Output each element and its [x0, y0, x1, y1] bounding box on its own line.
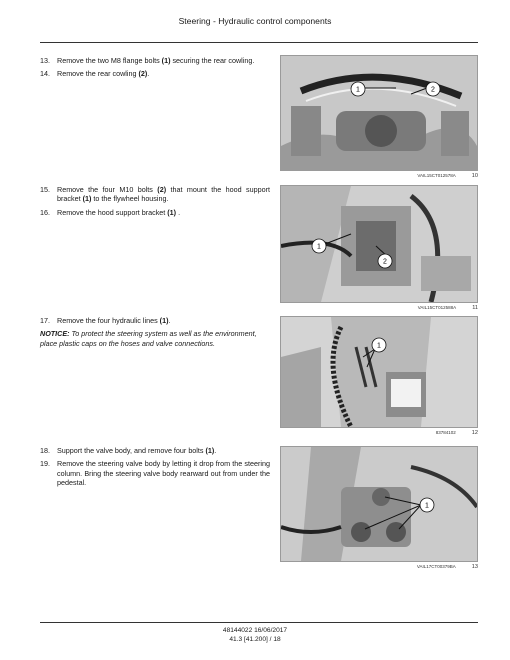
- figure-photo: [280, 316, 478, 428]
- step-text: Remove the four M10 bolts (2) that mount the hood support bracket (1) to the flywheel housing.: [57, 185, 270, 204]
- figure-caption: [280, 303, 478, 311]
- step-number: 14.: [40, 69, 50, 79]
- figure-11: [280, 185, 478, 311]
- step-text: Remove the steering valve body by letting it drop from the steering column. Bring the steering valve body rearward out from under the pedestal.: [57, 459, 270, 488]
- figure-13: [280, 446, 478, 570]
- step-number: 19.: [40, 459, 50, 469]
- step-number: 17.: [40, 316, 50, 325]
- step-text: Support the valve body, and remove four bolts (1).: [57, 446, 217, 455]
- figure-caption: [280, 562, 478, 570]
- figure-number: 13: [471, 564, 478, 570]
- callout-1: 1: [356, 86, 360, 94]
- callout-2: 2: [383, 258, 387, 266]
- step-group-1: [40, 56, 270, 83]
- notice-text: To protect the steering system as well as the environment, place plastic caps on the hoses and valve connections.: [40, 329, 257, 348]
- callout-2: 2: [431, 86, 435, 94]
- figure-caption: [280, 428, 478, 436]
- figure-photo: [280, 55, 478, 171]
- figure-code: VAIL15CT012578A: [417, 173, 456, 178]
- page-header-title: Steering - Hydraulic control components: [178, 16, 332, 26]
- step-text: Remove the two M8 flange bolts (1) securing the rear cowling.: [57, 56, 255, 65]
- step-14: [40, 69, 270, 78]
- step-group-3: [40, 316, 270, 348]
- figure-code: VAIL17CT00379BA: [416, 564, 456, 569]
- callout-1: 1: [377, 342, 381, 350]
- header-rule: [40, 42, 478, 43]
- figure-number: 10: [471, 173, 478, 179]
- callout-1: 1: [317, 243, 321, 251]
- figure-photo: [280, 446, 478, 562]
- step-group-4: [40, 446, 270, 492]
- figure-10: [280, 55, 478, 179]
- step-text: Remove the hood support bracket (1) .: [57, 207, 181, 217]
- step-19: [40, 459, 270, 487]
- callout-1: 1: [425, 502, 429, 510]
- footer-rule: [40, 622, 478, 623]
- figure-code: 83784102: [435, 430, 456, 435]
- step-13: [40, 56, 270, 65]
- notice-label: NOTICE:: [40, 329, 70, 339]
- figure-photo: [280, 185, 478, 303]
- figure-number: 12: [471, 430, 478, 436]
- step-number: 13.: [40, 56, 50, 65]
- step-number: 15.: [40, 185, 50, 194]
- step-text: Remove the four hydraulic lines (1).: [57, 316, 171, 325]
- notice: [40, 329, 270, 348]
- step-18: [40, 446, 270, 455]
- step-group-2: [40, 185, 270, 221]
- step-number: 16.: [40, 207, 50, 217]
- step-number: 18.: [40, 446, 50, 455]
- figure-caption: [280, 171, 478, 179]
- figure-12: [280, 316, 478, 436]
- footer-page-number: 41.3 [41.200] / 18: [229, 636, 281, 643]
- footer-doc-id: 48144022 16/06/2017: [222, 627, 288, 634]
- step-text: Remove the rear cowling (2).: [57, 69, 150, 79]
- step-15: [40, 185, 270, 204]
- step-16: [40, 208, 270, 217]
- figure-code: VAIL15CT012588A: [417, 305, 457, 310]
- step-17: [40, 316, 270, 325]
- figure-number: 11: [472, 305, 478, 311]
